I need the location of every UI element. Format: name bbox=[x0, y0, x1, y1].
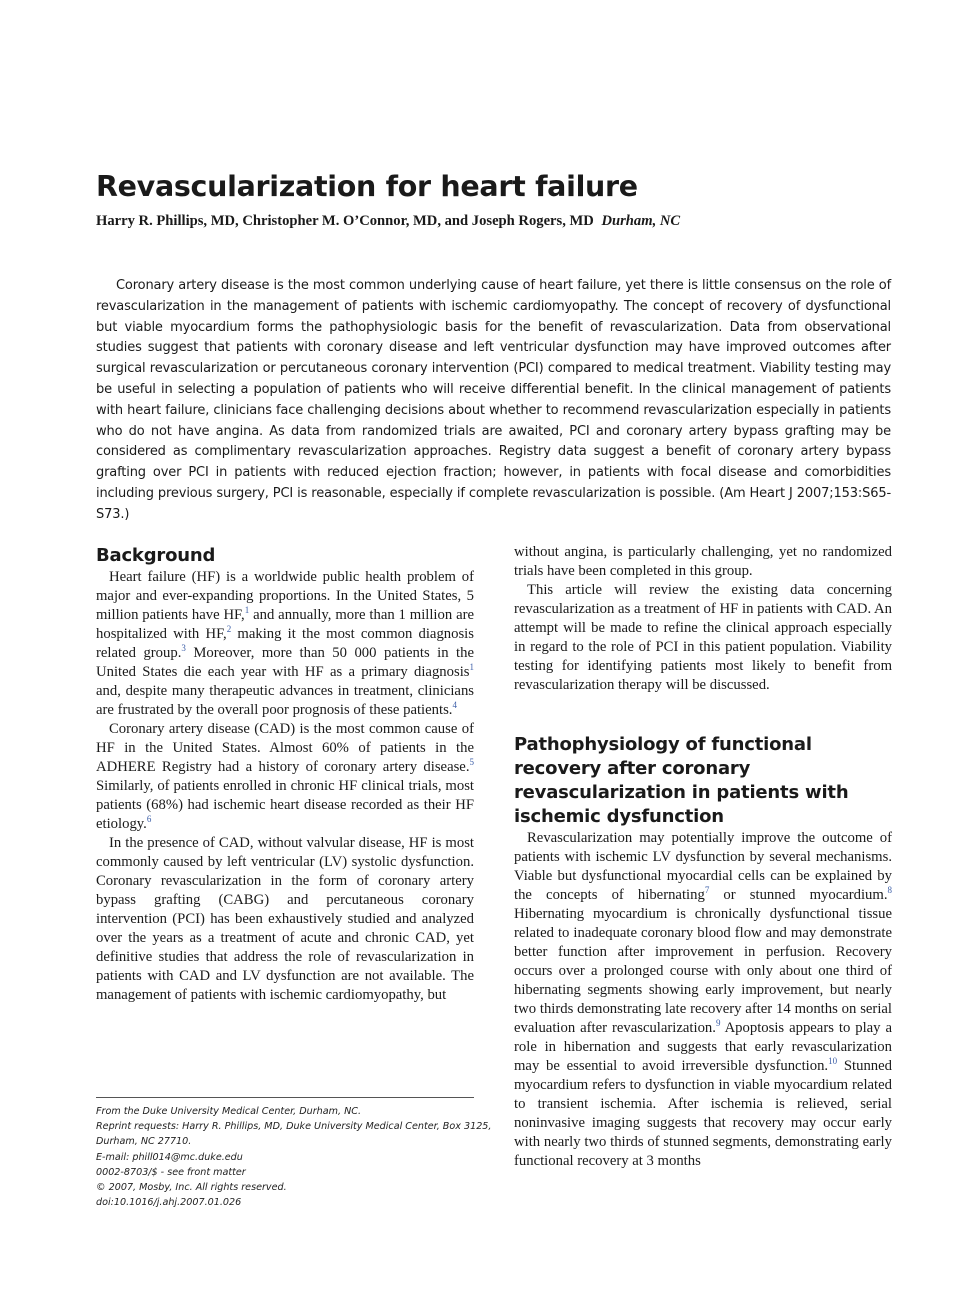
citation-ref[interactable]: 10 bbox=[828, 1056, 838, 1066]
background-paragraph-1: Heart failure (HF) is a worldwide public health problem of major and ever-expanding proportions. In the United States, 5 million patients have HF,$^1$ and annually, more than 1 million are hospitalized with HF,$^2$ making it the most common diagnosis related group.$^3$ Moreover, more than 50 000 patients in the United States die each year with HF as a primary diagnosis$^1$ and, despite many therapeutic advances in treatment, clinicians are frustrated by the overall poor prognosis of these patients.$^4$ bbox=[96, 569, 474, 718]
left-column bbox=[96, 544, 474, 1005]
citation-ref[interactable]: 9 bbox=[715, 1018, 721, 1028]
citation-ref[interactable]: 1 bbox=[244, 605, 250, 615]
citation-ref[interactable]: 5 bbox=[469, 757, 474, 767]
background-paragraph-3: In the presence of CAD, without valvular disease, HF is most commonly caused by left ventricular (LV) systolic dysfunction. Coronary revascularization in the form of coronary artery bypass grafting (CABG) and percutaneous coronary intervention (PCI) has been exhaustively studied and analyzed over the years as a treatment of acute and chronic CAD, yet definitive studies that address the role of revascularization in patients with CAD and LV dysfunction are not available. The management of patients with ischemic cardiomyopathy, but bbox=[96, 835, 474, 1003]
citation-ref[interactable]: 3 bbox=[181, 643, 186, 653]
doi-note[interactable]: doi:10.1016/j.ahj.2007.01.026 bbox=[96, 1197, 242, 1209]
right-column bbox=[514, 543, 892, 1171]
citation-ref[interactable]: 2 bbox=[226, 624, 232, 634]
pathophysiology-heading: Pathophysiology of functional recovery after coronary revascularization in patients with ischemic dysfunction bbox=[514, 734, 849, 827]
background-paragraph-2: Coronary artery disease (CAD) is the most common cause of HF in the United States. Almost 60% of patients in the ADHERE Registry had a history of coronary artery disease.$^5$ Similarly, of patients enrolled in chronic HF clinical trials, most patients (68%) had ischemic heart disease recorded as their HF etiology.$^6$ bbox=[96, 721, 474, 832]
email-note[interactable]: E-mail: phill014@mc.duke.edu bbox=[96, 1151, 243, 1163]
reprint-note: Reprint requests: Harry R. Phillips, MD, Duke University Medical Center, Box 3125, bbox=[96, 1121, 492, 1133]
copyright-note: © 2007, Mosby, Inc. All rights reserved. bbox=[96, 1182, 287, 1194]
author-line bbox=[96, 211, 916, 231]
citation-ref[interactable]: 1 bbox=[469, 662, 474, 672]
citation-ref[interactable]: 8 bbox=[887, 885, 892, 895]
citation-ref[interactable]: 6 bbox=[146, 814, 152, 824]
footnotes bbox=[96, 1104, 492, 1210]
background-heading: Background bbox=[96, 545, 216, 566]
background-paragraph-3-continued: without angina, is particularly challenging, yet no randomized trials have been completed in this group. bbox=[514, 544, 892, 579]
article-title: Revascularization for heart failure bbox=[96, 170, 638, 203]
reprint-address: Durham, NC 27710. bbox=[96, 1136, 192, 1148]
abstract: Coronary artery disease is the most common underlying cause of heart failure, yet there is little consensus on the role of revascularization in the management of patients with ischemic cardiomyopathy. The concept of recovery of dysfunctional but viable myocardium forms the pathophysiologic basis for the benefit of revascularization. Data from observational studies suggest that patients with coronary disease and left ventricular dysfunction may have improved outcomes after surgical revascularization or percutaneous coronary intervention (PCI) compared to medical treatment. Viability testing may be useful in selecting a population of patients who will receive differential benefit. In the clinical management of patients with heart failure, clinicians face challenging decisions about whether to recommend revascularization especially in patients who do not have angina. As data from randomized trials are awaited, PCI and coronary artery bypass grafting may be considered as complimentary revascularization approaches. Registry data suggest a benefit of coronary artery bypass grafting over PCI in patients with reduced ejection fraction; however, in patients with focal disease and comorbidities including previous surgery, PCI is reasonable, especially if complete revascularization is possible. (Am Heart J 2007;153:S65-S73.) bbox=[96, 278, 891, 522]
pathophysiology-paragraph-1: Revascularization may potentially improve the outcome of patients with ischemic LV dysfunction by several mechanisms. Viable but dysfunctional myocardial cells can be explained by the concepts of hibernating$^7$ or stunned myocardium.$^8$ Hibernating myocardium is chronically dysfunctional tissue related to inadequate coronary blood flow and may demonstrate better function after improvement in perfusion. Recovery occurs over a prolonged course with only about one third of hibernating segments showing early improvement, but nearly two thirds demonstrating late recovery after 14 months on serial evaluation after revascularization.$^9$ Apoptosis appears to play a role in hibernation and suggests that early revascularization may be essential to avoid irreversible dysfunction.$^{10}$ Stunned myocardium refers to dysfunction in viable myocardium related to transient ischemia. After ischemia is relieved, serial noninvasive imaging suggests that recovery may occur early with nearly two thirds of stunned segments, demonstrating early functional recovery at 3 months bbox=[514, 830, 892, 1169]
footnote-divider bbox=[96, 1097, 474, 1098]
author-names: Harry R. Phillips, MD, Christopher M. O’Connor, MD, and Joseph Rogers, MD bbox=[96, 213, 594, 229]
affiliation-note: From the Duke University Medical Center, Durham, NC. bbox=[96, 1106, 361, 1117]
citation-ref[interactable]: 7 bbox=[704, 885, 710, 895]
author-location: Durham, NC bbox=[601, 213, 681, 229]
citation-ref[interactable]: 4 bbox=[452, 700, 457, 710]
background-paragraph-4: This article will review the existing data concerning revascularization as a treatment of HF in patients with CAD. An attempt will be made to refine the clinical approach especially in regard to the role of PCI in this patient population. Viability testing for identifying patients most likely to benefit from revascularization therapy will be discussed. bbox=[514, 582, 892, 693]
issn-note: 0002-8703/$ - see front matter bbox=[96, 1166, 246, 1178]
